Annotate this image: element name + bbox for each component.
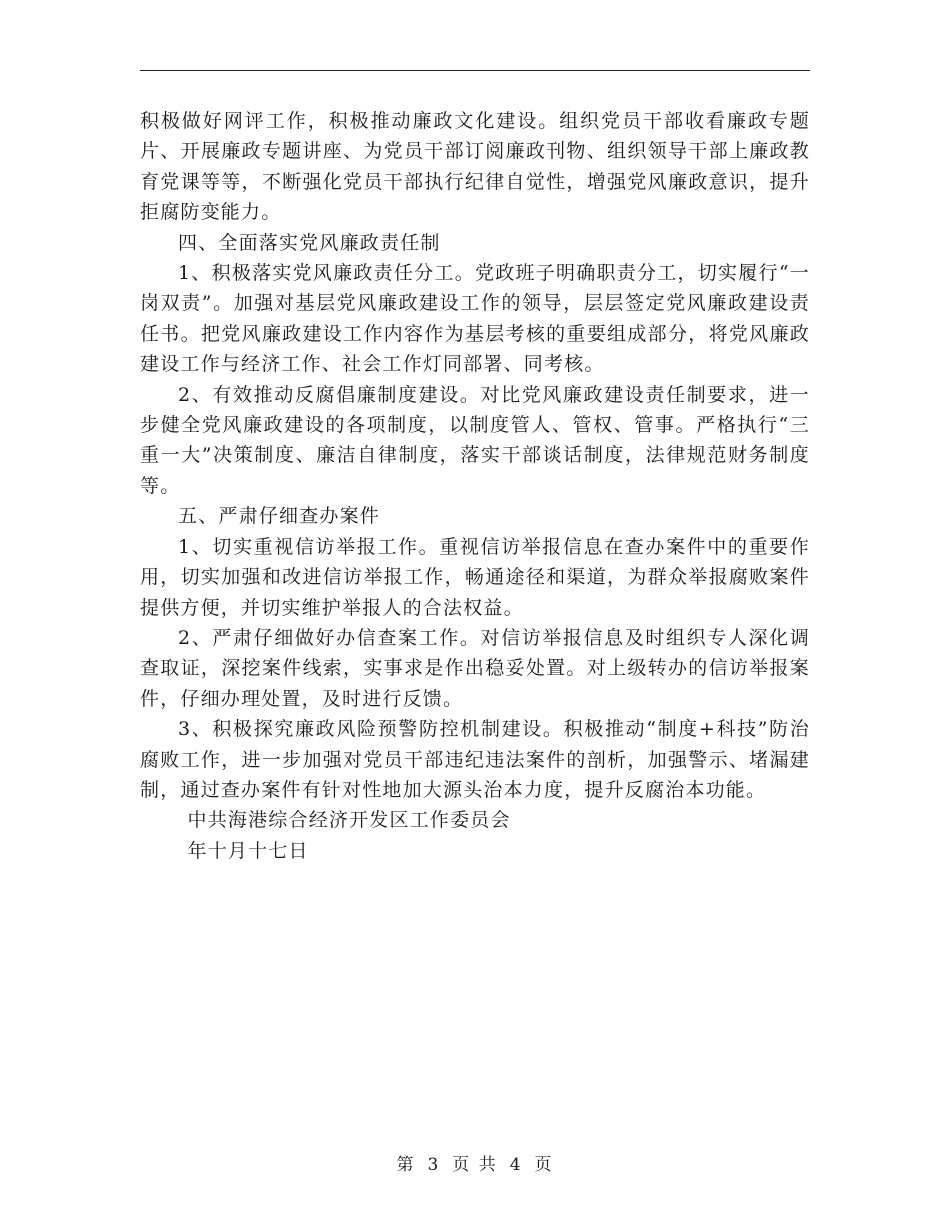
signature-date: 年十月十七日 bbox=[187, 839, 309, 862]
footer-suffix: 页 bbox=[534, 1155, 554, 1175]
footer-prefix: 第 bbox=[396, 1155, 416, 1175]
paragraph-5-1: 1、切实重视信访举报工作。重视信访举报信息在查办案件中的重要作用，切实加强和改进信访举报工作，畅通途径和渠道，为群众举报腐败案件提供方便，并切实维护举报人的合法权益。 bbox=[140, 535, 810, 619]
section-heading-5: 五、严肃仔细查办案件 bbox=[178, 505, 381, 528]
document-body bbox=[140, 106, 810, 866]
header-rule bbox=[140, 70, 810, 71]
signature-organization: 中共海港综合经济开发区工作委员会 bbox=[187, 809, 511, 832]
paragraph-4-2: 2、有效推动反腐倡廉制度建设。对比党风廉政建设责任制要求，进一步健全党风廉政建设的各项制度，以制度管人、管权、管事。严格执行“三重一大”决策制度、廉洁自律制度，落实干部谈话制度，法律规范财务制度等。 bbox=[140, 383, 810, 497]
footer-total-pages: 4 bbox=[509, 1155, 523, 1175]
paragraph-4-1: 1、积极落实党风廉政责任分工。党政班子明确职责分工，切实履行“一岗双责”。加强对基层党风廉政建设工作的领导，层层签定党风廉政建设责任书。把党风廉政建设工作内容作为基层考核的重要组成部分，将党风廉政建设工作与经济工作、社会工作灯同部署、同考核。 bbox=[140, 262, 810, 376]
footer-current-page: 3 bbox=[427, 1155, 441, 1175]
paragraph-1: 积极做好网评工作，积极推动廉政文化建设。组织党员干部收看廉政专题片、开展廉政专题讲座、为党员干部订阅廉政刊物、组织领导干部上廉政教育党课等等，不断强化党员干部执行纪律自觉性，增强党风廉政意识，提升拒腐防变能力。 bbox=[140, 110, 810, 224]
page-footer bbox=[0, 1150, 950, 1175]
paragraph-5-2: 2、严肃仔细做好办信查案工作。对信访举报信息及时组织专人深化调查取证，深挖案件线索，实事求是作出稳妥处置。对上级转办的信访举报案件，仔细办理处置，及时进行反馈。 bbox=[140, 626, 810, 710]
paragraph-5-3: 3、积极探究廉政风险预警防控机制建设。积极推动“制度+科技”防治腐败工作，进一步加强对党员干部违纪违法案件的剖析，加强警示、堵漏建制，通过查办案件有针对性地加大源头治本力度，提升反腐治本功能。 bbox=[140, 718, 810, 801]
footer-middle: 页 共 bbox=[452, 1155, 498, 1175]
section-heading-4: 四、全面落实党风廉政责任制 bbox=[178, 231, 441, 254]
